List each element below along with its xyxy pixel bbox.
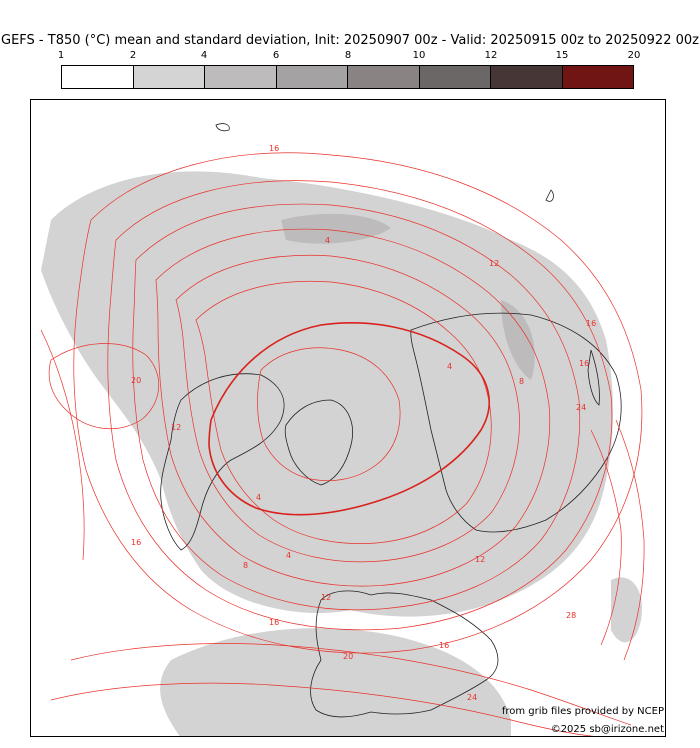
colorbar-segment [348, 66, 420, 88]
coastline-island [546, 190, 553, 201]
colorbar-tick: 20 [627, 50, 641, 61]
contour-label: 16 [586, 319, 597, 328]
spread-shading [41, 171, 642, 737]
contour-label: 8 [243, 561, 249, 570]
contour-label: 4 [325, 236, 331, 245]
colorbar-tick: 1 [57, 50, 65, 61]
colorbar-tick: 4 [200, 50, 208, 61]
colorbar-segment [420, 66, 492, 88]
contour-label: 28 [566, 611, 577, 620]
contour-label: 12 [475, 555, 486, 564]
contour-label: 12 [321, 593, 332, 602]
contour-label: 16 [131, 538, 142, 547]
contour-label: 16 [269, 144, 280, 153]
contour-label: 20 [343, 652, 354, 661]
contour-line [41, 330, 84, 560]
colorbar-tick: 8 [344, 50, 352, 61]
map-canvas [31, 100, 666, 737]
spread-colorbar [61, 65, 634, 89]
contour-label: 12 [171, 423, 182, 432]
colorbar-segment [62, 66, 134, 88]
contour-label: 20 [131, 376, 142, 385]
colorbar-tick-labels [0, 50, 700, 64]
colorbar-tick: 10 [412, 50, 426, 61]
contour-label: 8 [519, 377, 525, 386]
colorbar-segment [134, 66, 206, 88]
contour-label: 16 [269, 618, 280, 627]
contour-label: 16 [579, 359, 590, 368]
credit-copyright: ©2025 sb@irizone.net [550, 724, 664, 735]
colorbar-tick: 12 [484, 50, 498, 61]
colorbar-segment [277, 66, 349, 88]
colorbar-tick: 15 [555, 50, 569, 61]
colorbar-tick: 6 [272, 50, 280, 61]
contour-label: 4 [286, 551, 292, 560]
contour-label: 16 [439, 641, 450, 650]
contour-label: 24 [576, 403, 587, 412]
spread-region [160, 628, 511, 737]
colorbar-segment [491, 66, 563, 88]
colorbar-segment [205, 66, 277, 88]
credit-source: from grib files provided by NCEP [501, 706, 664, 717]
colorbar-tick: 2 [129, 50, 137, 61]
contour-label: 24 [467, 693, 478, 702]
map-title: GEFS - T850 (°C) mean and standard deviation, Init: 20250907 00z - Valid: 20250915 00z to 20250922 00z [1, 33, 699, 48]
polar-map [30, 99, 666, 737]
contour-label: 4 [447, 362, 453, 371]
colorbar-segment [563, 66, 634, 88]
spread-region [611, 577, 642, 642]
contour-label: 12 [489, 259, 500, 268]
coastline-island [216, 124, 229, 131]
contour-label: 4 [256, 493, 262, 502]
